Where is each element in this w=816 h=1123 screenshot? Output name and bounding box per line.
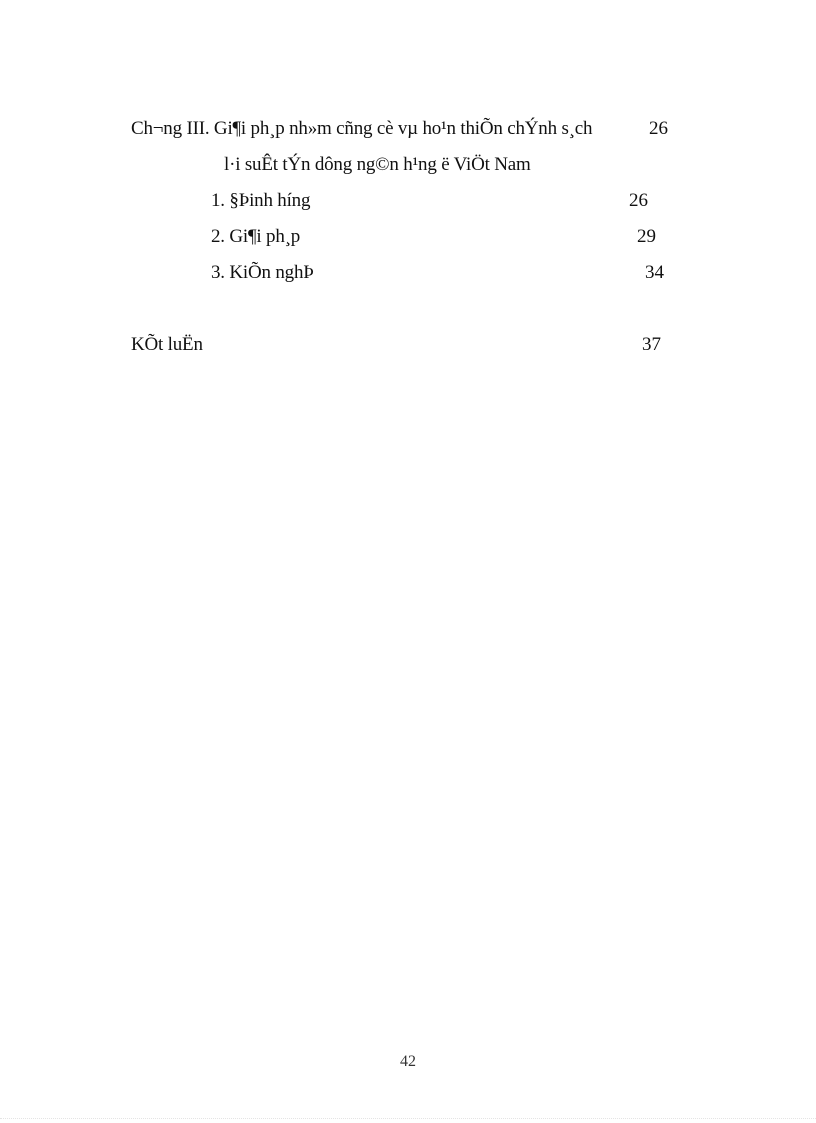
page-bottom-border: [0, 1118, 816, 1119]
toc-chapter-title-line1: Ch¬ng III. Gi¶i ph¸p nh»m cñng cè vµ ho¹n thiÕn chÝnh s¸ch: [131, 118, 593, 139]
toc-chapter-title-line2: l·i suÊt tÝn dông ng©n h¹ng ë ViÖt Nam: [224, 154, 531, 175]
page-number-footer: 42: [400, 1053, 416, 1070]
toc-item-label: 2. Gi¶i ph¸p: [211, 226, 301, 247]
toc-item-label: 3. KiÕn nghÞ: [211, 262, 314, 283]
toc-item-page-number: 29: [637, 226, 656, 247]
toc-chapter-page-number: 26: [649, 118, 668, 139]
toc-item-label: 1. §Þinh híng: [211, 190, 311, 211]
toc-conclusion-page-number: 37: [642, 334, 661, 355]
toc-item-page-number: 26: [629, 190, 648, 211]
toc-conclusion-label: KÕt luËn: [131, 334, 203, 355]
toc-item-page-number: 34: [645, 262, 664, 283]
